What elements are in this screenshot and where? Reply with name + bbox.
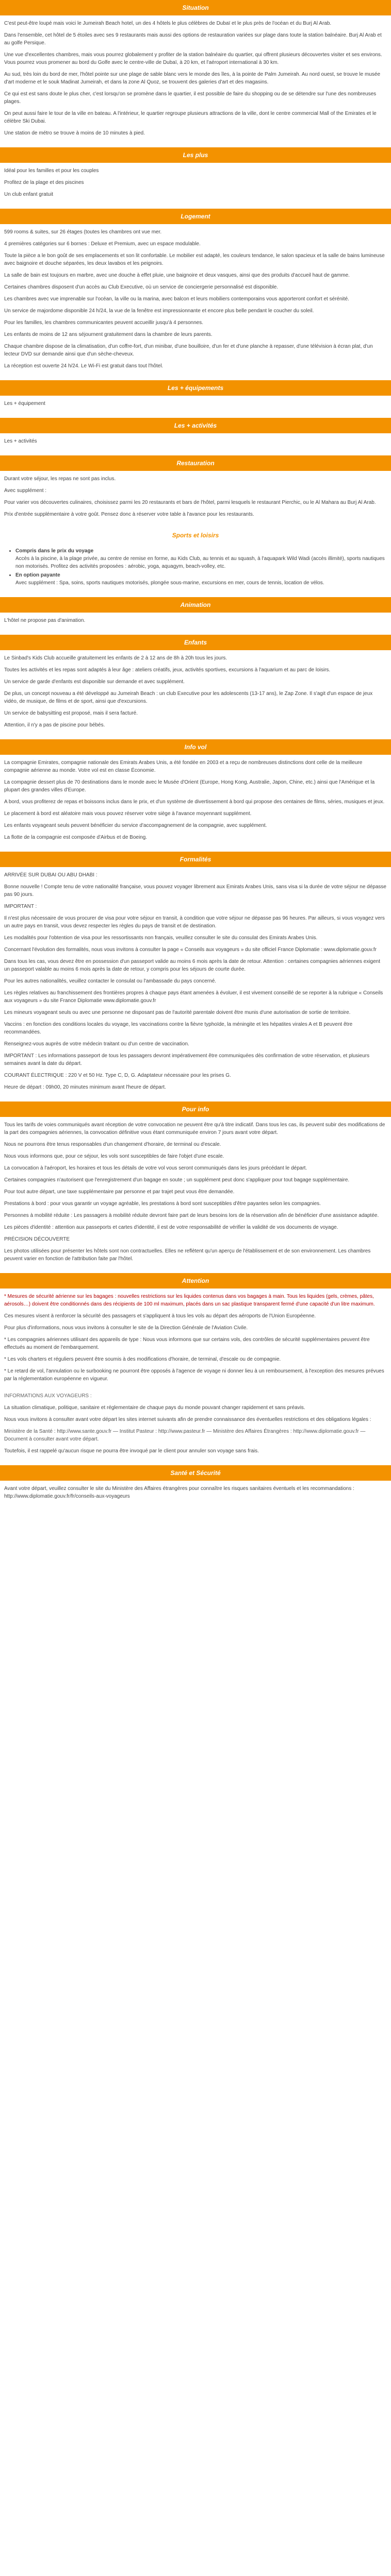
section-title-enfants: Enfants xyxy=(0,635,391,650)
logement-paragraph: Certaines chambres disposent d'un accès au Club Executive, où un service de conciergerie personnalisé est disponible. xyxy=(4,284,279,290)
situation-paragraph: Une vue d'excellentes chambres, mais vous pourrez globalement y profiter de la station balnéaire du quartier, qui offrent plusieurs découvertes visiter et ses environs. Vous pourrez vous promener au bord du Golfe avec le centre-ville de Dubaï, à 20 km, et l'aéroport international à 30 km. xyxy=(4,52,382,65)
pour-info-paragraph: Les photos utilisées pour présenter les hôtels sont non contractuelles. Elles ne reflètent qu'un aperçu de l'établissement et de son environnement. Les chambres peuvent varier en fonction de l'attribution faite par l'hôtel. xyxy=(4,1248,371,1262)
pour-info-paragraph: Personnes à mobilité réduite : Les passagers à mobilité réduite devront faire part de leurs besoins lors de la réservation afin de bénéficier d'une assistance adaptée. xyxy=(4,1213,379,1218)
pour-info-paragraph: La convocation à l'aéroport, les horaires et tous les détails de votre vol vous seront communiqués dans les jours précédant le départ. xyxy=(4,1165,307,1171)
situation-paragraph: On peut aussi faire le tour de la ville en bateau. A l'intérieur, le quartier regroupe plusieurs attractions de la ville, dont le centre commercial Mall of the Emirates et le célèbre Ski Dubai. xyxy=(4,111,377,124)
restauration-paragraph: Durant votre séjour, les repas ne sont pas inclus. xyxy=(4,476,116,482)
formalites-paragraph: Pour les autres nationalités, veuillez contacter le consulat ou l'ambassade du pays concerné. xyxy=(4,978,217,984)
enfants-paragraph: Le Sinbad's Kids Club accueille gratuitement les enfants de 2 à 12 ans de 8h à 20h tous les jours. xyxy=(4,655,227,661)
logement-paragraph: La réception est ouverte 24 h/24. Le Wi-Fi est gratuit dans tout l'hôtel. xyxy=(4,363,164,369)
enfants-paragraph: Un service de garde d'enfants est disponible sur demande et avec supplément. xyxy=(4,679,185,685)
section-body-logement xyxy=(0,224,391,375)
attention-paragraph: * Mesures de sécurité aérienne sur les bagages : nouvelles restrictions sur les liquides contenus dans vos bagages à main. Tous les liquides (gels, crèmes, pâtes, aérosols…) doivent être conditionnés dans des récipients de 100 ml maximum, placés dans un sac plastique transparent fermé d'une capacité d'un litre maximum. xyxy=(4,1294,375,1307)
logement-paragraph: Chaque chambre dispose de la climatisation, d'un coffre-fort, d'un minibar, d'une bouilloire, d'un fer et d'une planche à repasser, d'une télévision à écran plat, d'un lecteur DVD sur demande ainsi que d'un sèche-cheveux. xyxy=(4,344,373,357)
formalites-paragraph: Dans tous les cas, vous devez être en possession d'un passeport valide au moins 6 mois après la date de retour. Attention : certaines compagnies aériennes exigent un passeport valable au moins 6 mois après la date de retour, y compris pour les séjours de courte durée. xyxy=(4,959,381,972)
pour-info-paragraph: Nous ne pourrons être tenus responsables d'un changement d'horaire, de terminal ou d'escale. xyxy=(4,1142,221,1147)
attention-paragraph: * Le retard de vol, l'annulation ou le surbooking ne pourront être opposés à l'agence de voyage ni donner lieu à un remboursement, à l'exception des mesures prévues par la réglementation européenne en vigueur. xyxy=(4,1368,384,1382)
section-title-sports: Sports et loisirs xyxy=(172,532,219,539)
pour-info-paragraph: Certaines compagnies n'autorisent que l'enregistrement d'un bagage en soute ; un supplément peut donc s'appliquer pour tout bagage supplémentaire. xyxy=(4,1177,350,1183)
sante-paragraph[interactable]: Avant votre départ, veuillez consulter le site du Ministère des Affaires étrangères pour connaître les risques sanitaires éventuels et les recommandations : http://www.diplomatie.gouv.fr/fr/conseils-aux-voyageurs xyxy=(4,1486,354,1499)
logement-paragraph: La salle de bain est toujours en marbre, avec une douche à effet pluie, une baignoire et deux vasques, ainsi que des produits d'accueil haut de gamme. xyxy=(4,273,350,278)
section-body-informations xyxy=(0,1388,391,1460)
les-plus-line: Un club enfant gratuit xyxy=(4,192,54,197)
formalites-paragraph: IMPORTANT : Les informations passeport de tous les passagers devront impérativement être communiquées dès confirmation de votre réservation, et plusieurs semaines avant la date du départ. xyxy=(4,1053,370,1066)
les-plus-line: Idéal pour les familles et pour les couples xyxy=(4,168,99,174)
section-title-activites: Les + activités xyxy=(0,418,391,433)
list-item-title: En option payante xyxy=(15,572,60,578)
pour-info-paragraph: PRÉCISION DÉCOUVERTE xyxy=(4,1236,70,1242)
pour-info-paragraph: Tous les tarifs de voies communiqués avant réception de votre convocation ne peuvent être qu'à titre indicatif. Dans tous les cas, ils peuvent subir des modifications de la part des compagnies aériennes, la convocation définitive vous étant communiquée environ 7 jours avant votre départ. xyxy=(4,1122,385,1136)
situation-paragraph: C'est peut-être loupé mais voici le Jumeirah Beach hotel, un des 4 hôtels le plus célèbres de Dubaï et le plus près de l'océan et du Burj Al Arab. xyxy=(4,21,332,26)
logement-paragraph: 599 rooms & suites, sur 26 étages (toutes les chambres ont vue mer. xyxy=(4,229,162,235)
section-body-attention xyxy=(0,1289,391,1388)
pour-info-paragraph: Prestations à bord : pour vous garantir un voyage agréable, les prestations à bord sont susceptibles d'être payantes selon les compagnies. xyxy=(4,1201,321,1207)
logement-paragraph: Pour les familles, les chambres communicantes peuvent accueillir jusqu'à 4 personnes. xyxy=(4,320,203,326)
enfants-paragraph: Un service de babysitting est proposé, mais il sera facturé. xyxy=(4,710,138,716)
les-plus-line: Profitez de la plage et des piscines xyxy=(4,180,84,185)
logement-paragraph: Les enfants de moins de 12 ans séjournent gratuitement dans la chambre de leurs parents. xyxy=(4,332,213,337)
informations-links[interactable]: Ministère de la Santé : http://www.sante.gouv.fr — Institut Pasteur : http://www.pasteur.fr — Ministère des Affaires Étrangères : http://www.diplomatie.gouv.fr — Document à consulter avant votre départ. xyxy=(4,1429,366,1442)
section-title-animation: Animation xyxy=(0,597,391,613)
formalites-paragraph: Heure de départ : 09h00, 20 minutes minimum avant l'heure de départ. xyxy=(4,1084,166,1090)
section-title-equipements: Les + équipements xyxy=(0,380,391,396)
section-body-animation xyxy=(0,613,391,630)
informations-paragraph: Toutefois, il est rappelé qu'aucun risque ne pourra être invoqué par le client pour annuler son voyage sans frais. xyxy=(4,1448,259,1454)
list-item xyxy=(15,571,387,587)
section-title-les-plus: Les plus xyxy=(0,147,391,163)
formalites-paragraph: Concernant l'évolution des formalités, nous vous invitons à consulter la page « Conseils aux voyageurs » du site officiel France Diplomatie : www.diplomatie.gouv.fr xyxy=(4,947,377,953)
formalites-paragraph: Bonne nouvelle ! Compte tenu de votre nationalité française, vous pouvez voyager librement aux Emirats Arabes Unis, sans visa si la durée de votre séjour ne dépasse pas 90 jours. xyxy=(4,884,386,897)
enfants-paragraph: De plus, un concept nouveau a été développé au Jumeirah Beach : un club Executive pour les adolescents (13-17 ans), le Zap Zone. Il s'agit d'un espace de jeux vidéo, de musique, de films et de sport, ainsi que d'excursions. xyxy=(4,691,373,704)
section-title-sante: Santé et Sécurité xyxy=(0,1465,391,1481)
pour-info-paragraph: Pour tout autre départ, une taxe supplémentaire par personne et par trajet peut vous être demandée. xyxy=(4,1189,235,1195)
logement-paragraph: Toute la pièce a le bon goût de ses emplacements et son lit confortable. Le mobilier est adapté, les couleurs tendance, le salon spacieux et la salle de bains lumineuse avec baignoire et douche séparées, les deux lavabos et les peignoirs. xyxy=(4,253,385,266)
section-body-enfants xyxy=(0,650,391,734)
info-vol-paragraph: La compagnie dessert plus de 70 destinations dans le monde avec le Musée d'Orient (Europe, Hong Kong, Australie, Japon, Chine, etc.) ainsi que l'Amérique et la plupart des grandes villes d'Europe. xyxy=(4,779,375,793)
formalites-paragraph: Les règles relatives au franchissement des frontières propres à chaque pays étant amenées à évoluer, il est vivement conseillé de se reporter à la rubrique « Conseils aux voyageurs » du site France Diplomatie www.diplomatie.gouv.fr xyxy=(4,990,383,1004)
section-title-formalites: Formalités xyxy=(0,852,391,867)
attention-paragraph: * Les compagnies aériennes utilisant des appareils de type : Nous vous informons que sur certains vols, des contrôles de sécurité supplémentaires peuvent être effectués au moment de l'embarquement. xyxy=(4,1337,370,1350)
equipements-paragraph: Les + équipement xyxy=(4,401,45,406)
formalites-paragraph: ARRIVÉE SUR DUBAI OU ABU DHABI : xyxy=(4,872,97,878)
activites-paragraph: Les + activités xyxy=(4,438,37,444)
section-body-les-plus xyxy=(0,163,391,204)
informations-title: INFORMATIONS AUX VOYAGEURS : xyxy=(4,1393,92,1399)
section-body-situation xyxy=(0,15,391,142)
restauration-paragraph: Prix d'entrée supplémentaire à votre goût. Pensez donc à réserver votre table à l'avance pour les restaurants. xyxy=(4,512,254,517)
attention-paragraph: Pour plus d'informations, nous vous invitons à consulter le site de la Direction Générale de l'Aviation Civile. xyxy=(4,1325,248,1331)
animation-paragraph: L'hôtel ne propose pas d'animation. xyxy=(4,618,86,623)
situation-paragraph: Ce qui est est sans doute le plus cher, c'est lorsqu'on se promène dans le quartier, il est possible de faire du shopping ou de se détendre sur l'une des nombreuses plages. xyxy=(4,91,377,105)
section-title-situation: Situation xyxy=(0,0,391,15)
restauration-paragraph: Avec supplément : xyxy=(4,488,47,494)
pour-info-paragraph: Les pièces d'identité : attention aux passeports et cartes d'identité, il est de votre responsabilité de vérifier la validité de vos documents de voyage. xyxy=(4,1225,338,1230)
formalites-paragraph: Les mineurs voyageant seuls ou avec une personne ne disposant pas de l'autorité parentale doivent être munis d'une autorisation de sortie de territoire. xyxy=(4,1010,351,1015)
list-item xyxy=(15,547,387,570)
informations-paragraph: Nous vous invitons à consulter avant votre départ les sites internet suivants afin de prendre connaissance des éventuelles restrictions et des obligations légales : xyxy=(4,1417,371,1422)
section-body-sports xyxy=(0,543,391,592)
formalites-paragraph: IMPORTANT : xyxy=(4,904,37,909)
info-vol-paragraph: Le placement à bord est aléatoire mais vous pouvez réserver votre siège à l'avance moyennant supplément. xyxy=(4,811,252,817)
informations-paragraph: La situation climatique, politique, sanitaire et réglementaire de chaque pays du monde pouvant changer rapidement et sans préavis. xyxy=(4,1405,305,1411)
section-body-pour-info xyxy=(0,1117,391,1268)
formalites-paragraph: Renseignez-vous auprès de votre médecin traitant ou d'un centre de vaccination. xyxy=(4,1041,189,1047)
logement-paragraph: 4 premières catégories sur 6 bornes : Deluxe et Premium, avec un espace modulable. xyxy=(4,241,201,247)
formalites-paragraph: COURANT ÉLECTRIQUE : 220 V et 50 Hz. Type C, D, G. Adaptateur nécessaire pour les prises G. xyxy=(4,1073,231,1078)
formalites-paragraph: Vaccins : en fonction des conditions locales du voyage, les vaccinations contre la fièvre typhoïde, la méningite et les hépatites virales A et B peuvent être recommandées. xyxy=(4,1022,353,1035)
attention-paragraph: * Les vols charters et réguliers peuvent être soumis à des modifications d'horaire, de terminal, d'escale ou de compagnie. xyxy=(4,1357,281,1362)
section-body-formalites xyxy=(0,867,391,1096)
attention-paragraph: Ces mesures visent à renforcer la sécurité des passagers et s'appliquent à tous les vols au départ des aéroports de l'Union Européenne. xyxy=(4,1313,316,1319)
situation-paragraph: Une station de métro se trouve à moins de 10 minutes à pied. xyxy=(4,130,145,136)
situation-paragraph: Au sud, très loin du bord de mer, l'hôtel pointe sur une plage de sable blanc vers le monde des îles, à la pointe de Palm Jumeirah. Au nord ouest, se trouve le musée d'art moderne et le souk Madinat Jumeirah, et dans la zone Al Quoz, se trouvent des galeries d'art et des magasins. xyxy=(4,72,381,85)
formalites-paragraph: Il n'est plus nécessaire de vous procurer de visa pour votre séjour en transit, à condition que votre séjour ne dépasse pas 96 heures. Par ailleurs, si vous voyagez vers un autre pays en transit, vous devez respecter les règles du pays de transit et de destination. xyxy=(4,916,385,929)
info-vol-paragraph: La flotte de la compagnie est composée d'Airbus et de Boeing. xyxy=(4,835,148,840)
section-body-equipements xyxy=(0,396,391,413)
list-item-text: Avec supplément : Spa, soins, sports nautiques motorisés, plongée sous-marine, excursions en mer, cours de tennis, location de vélos. xyxy=(15,580,324,586)
list-item-title: Compris dans le prix du voyage xyxy=(15,548,94,554)
section-title-attention: Attention xyxy=(0,1273,391,1289)
enfants-paragraph: Attention, il n'y a pas de piscine pour bébés. xyxy=(4,722,105,728)
section-title-restauration: Restauration xyxy=(0,455,391,471)
info-vol-paragraph: Les enfants voyageant seuls peuvent bénéficier du service d'accompagnement de la compagnie, avec supplément. xyxy=(4,823,267,828)
formalites-paragraph: Les modalités pour l'obtention de visa pour les ressortissants non français, veuillez consulter le site du consulat des Emirats Arabes Unis. xyxy=(4,935,318,941)
info-vol-paragraph: La compagnie Emirates, compagnie nationale des Emirats Arabes Unis, a été fondée en 2003 et a reçu de nombreuses distinctions dont celle de la meilleure compagnie aérienne au monde. Votre vol est en classe Économie. xyxy=(4,760,363,773)
sports-list xyxy=(4,547,387,587)
enfants-paragraph: Toutes les activités et les repas sont adaptés à leur âge : ateliers créatifs, jeux, activités sportives, excursions à l'aquarium et au parc de loisirs. xyxy=(4,667,331,673)
list-item-text: Accès à la piscine, à la plage privée, au centre de remise en forme, au Kids Club, au tennis et au squash, à l'aquapark Wild Wadi (accès illimité), sports nautiques non motorisés. Profitez des activités proposées : aérobic, yoga, aquagym, beach-volley, etc. xyxy=(15,556,385,569)
logement-paragraph: Les chambres avec vue imprenable sur l'océan, la ville ou la marina, avec balcon et leurs mobiliers contemporains vous apporteront confort et sérénité. xyxy=(4,296,349,302)
restauration-paragraph: Pour varier vos découvertes culinaires, choisissez parmi les 20 restaurants et bars de l'hôtel, parmi lesquels le restaurant Pierchic, ou le Al Mahara au Burj Al Arab. xyxy=(4,500,376,505)
situation-paragraph: Dans l'ensemble, cet hôtel de 5 étoiles avec ses 9 restaurants mais aussi des options de restauration variées sur plage dans toute la station balnéaire. Burj Al Arab et au golfe Persique. xyxy=(4,32,382,46)
info-vol-paragraph: A bord, vous profiterez de repas et boissons inclus dans le prix, et d'un système de divertissement à bord qui propose des centaines de films, séries, musiques et jeux. xyxy=(4,799,385,805)
section-title-logement: Logement xyxy=(0,209,391,224)
section-body-restauration xyxy=(0,471,391,523)
section-body-sante xyxy=(0,1481,391,1505)
pour-info-paragraph: Nous vous informons que, pour ce séjour, les vols sont susceptibles de faire l'objet d'une escale. xyxy=(4,1154,224,1159)
section-body-info-vol xyxy=(0,755,391,846)
section-title-info-vol: Info vol xyxy=(0,739,391,755)
section-title-pour-info: Pour info xyxy=(0,1101,391,1117)
section-body-activites xyxy=(0,433,391,450)
logement-paragraph: Un service de majordome disponible 24 h/24, la vue de la fenêtre est impressionnante et encore plus belle pendant le coucher du soleil. xyxy=(4,308,314,314)
